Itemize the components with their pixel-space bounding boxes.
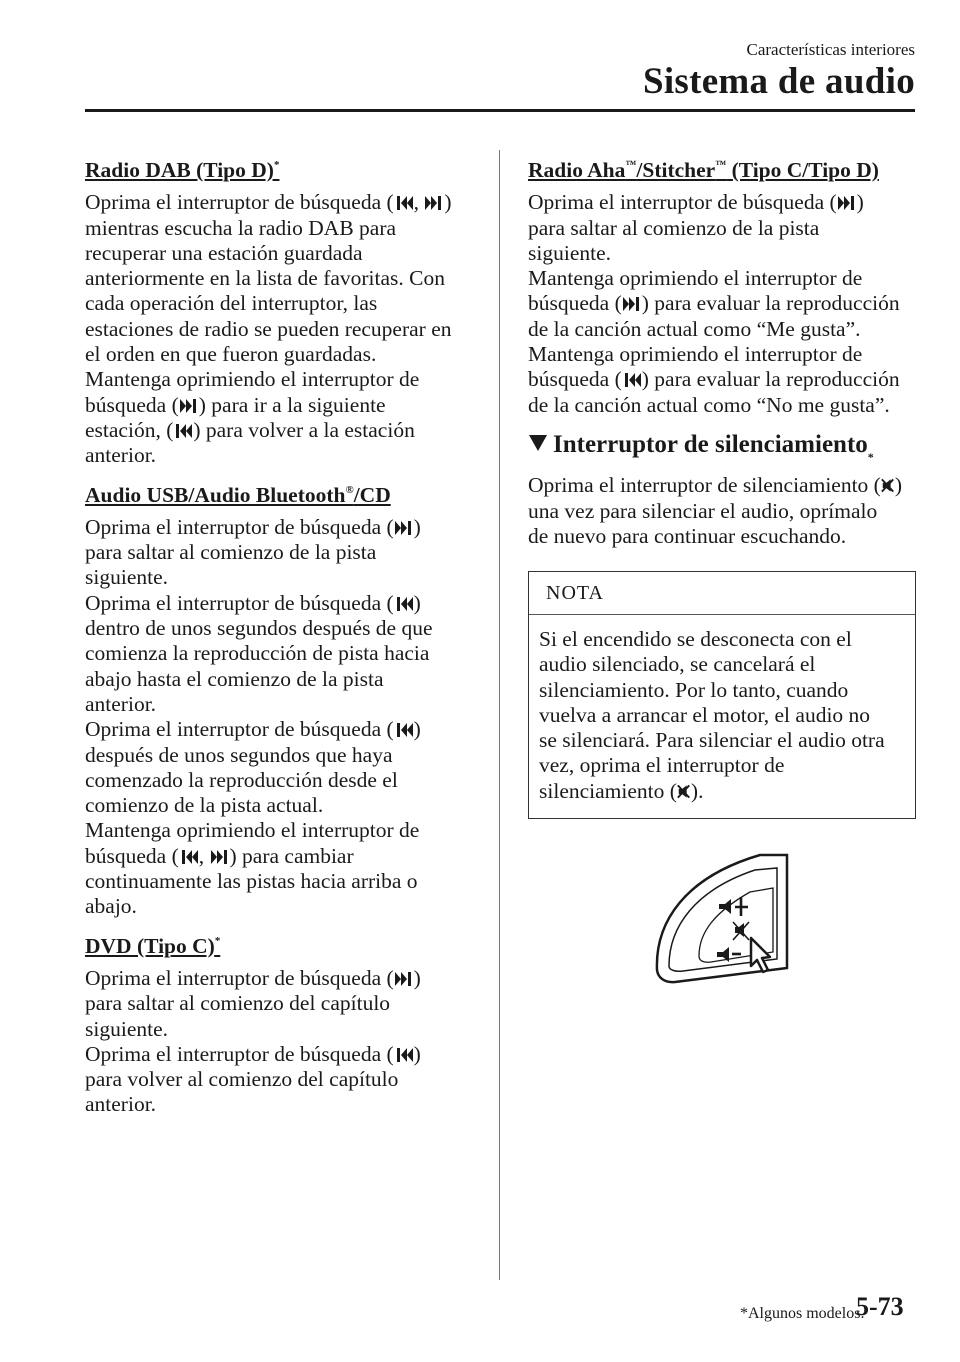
seek-previous-icon [394, 1047, 414, 1063]
note-title: NOTA [529, 572, 915, 615]
paragraph-usb: Oprima el interruptor de búsqueda ( ) para saltar al comienzo de la pista siguiente. Oprima el interruptor de búsqueda ( ) dentro de unos segundos después de que comienza la reproducción de pista hacia abajo hasta el comienzo de la pista anterior. Oprima el interruptor de búsqueda ( ) después de unos segundos que haya comenzado la reproducción desde el comienzo de la pista actual. Mantenga oprimiendo el interruptor de búsqueda ( , ) para cambiar continuamente las pistas hacia arriba o abajo. [85, 514, 433, 919]
steering-switch-illustration [655, 852, 790, 984]
seek-previous-icon [394, 195, 414, 211]
heading-usb-bluetooth-cd: Audio USB/Audio Bluetooth®/CD [85, 482, 391, 507]
note-box [528, 571, 916, 819]
page-number: 5-73 [856, 1292, 904, 1321]
paragraph-dab: Oprima el interruptor de búsqueda ( , ) mientras escucha la radio DAB para recuperar una estación guardada anteriormente en la lista de favoritas. Con cada operación del interruptor, las estaciones de radio se pueden recuperar en el orden en que fueron guardadas. Mantenga oprimiendo el interruptor de búsqueda ( ) para ir a la siguiente estación, ( ) para volver a la estación anterior. [85, 190, 452, 468]
paragraph-mute: Oprima el interruptor de silenciamiento ( ) una vez para silenciar el audio, oprímalo de nuevo para continuar escuchando. [528, 473, 903, 548]
column-divider [499, 150, 500, 1280]
seek-next-icon [394, 971, 414, 987]
seek-previous-icon [394, 722, 414, 738]
header-section: Características interiores [746, 40, 915, 59]
paragraph-aha: Oprima el interruptor de búsqueda ( ) para saltar al comienzo de la pista siguiente. Mantenga oprimiendo el interruptor de búsqueda ( ) para evaluar la reproducción de la canción actual como “Me gusta”. Mantenga oprimiendo el interruptor de búsqueda ( ) para evaluar la reproducción de la canción actual como “No me gusta”. [528, 190, 900, 417]
seek-next-icon [424, 195, 444, 211]
left-column [85, 158, 480, 1132]
seek-previous-icon [179, 849, 199, 865]
heading-dvd: DVD (Tipo C)* [85, 933, 221, 958]
footnote: *Algunos modelos. [740, 1305, 865, 1322]
seek-next-icon [622, 296, 642, 312]
heading-aha-stitcher: Radio Aha™/Stitcher™ (Tipo C/Tipo D) [528, 158, 879, 182]
section-triangle-icon [528, 432, 548, 457]
seek-next-icon [837, 195, 857, 211]
seek-previous-icon [394, 596, 414, 612]
seek-previous-icon [173, 423, 193, 439]
section-heading-mute: Interruptor de silenciamiento * [528, 432, 920, 457]
paragraph-dvd: Oprima el interruptor de búsqueda ( ) para saltar al comienzo del capítulo siguiente. Oprima el interruptor de búsqueda ( ) para volver al comienzo del capítulo anterior. [85, 965, 421, 1117]
seek-previous-icon [622, 372, 642, 388]
seek-next-icon [210, 849, 230, 865]
heading-dab: Radio DAB (Tipo D)* [85, 158, 280, 182]
mute-icon [677, 783, 691, 800]
page-title: Sistema de audio [642, 61, 915, 102]
header-rule [85, 109, 915, 112]
seek-next-icon [394, 520, 414, 536]
right-column [528, 158, 920, 563]
seek-next-icon [179, 398, 199, 414]
mute-icon [881, 477, 895, 494]
note-body: Si el encendido se desconecta con el audio silenciado, se cancelará el silenciamiento. Por lo tanto, cuando vuelva a arrancar el motor, el audio no se silenciará. Para silenciar el audio otra vez, oprima el interruptor de silenciamiento ( ). [539, 627, 885, 803]
